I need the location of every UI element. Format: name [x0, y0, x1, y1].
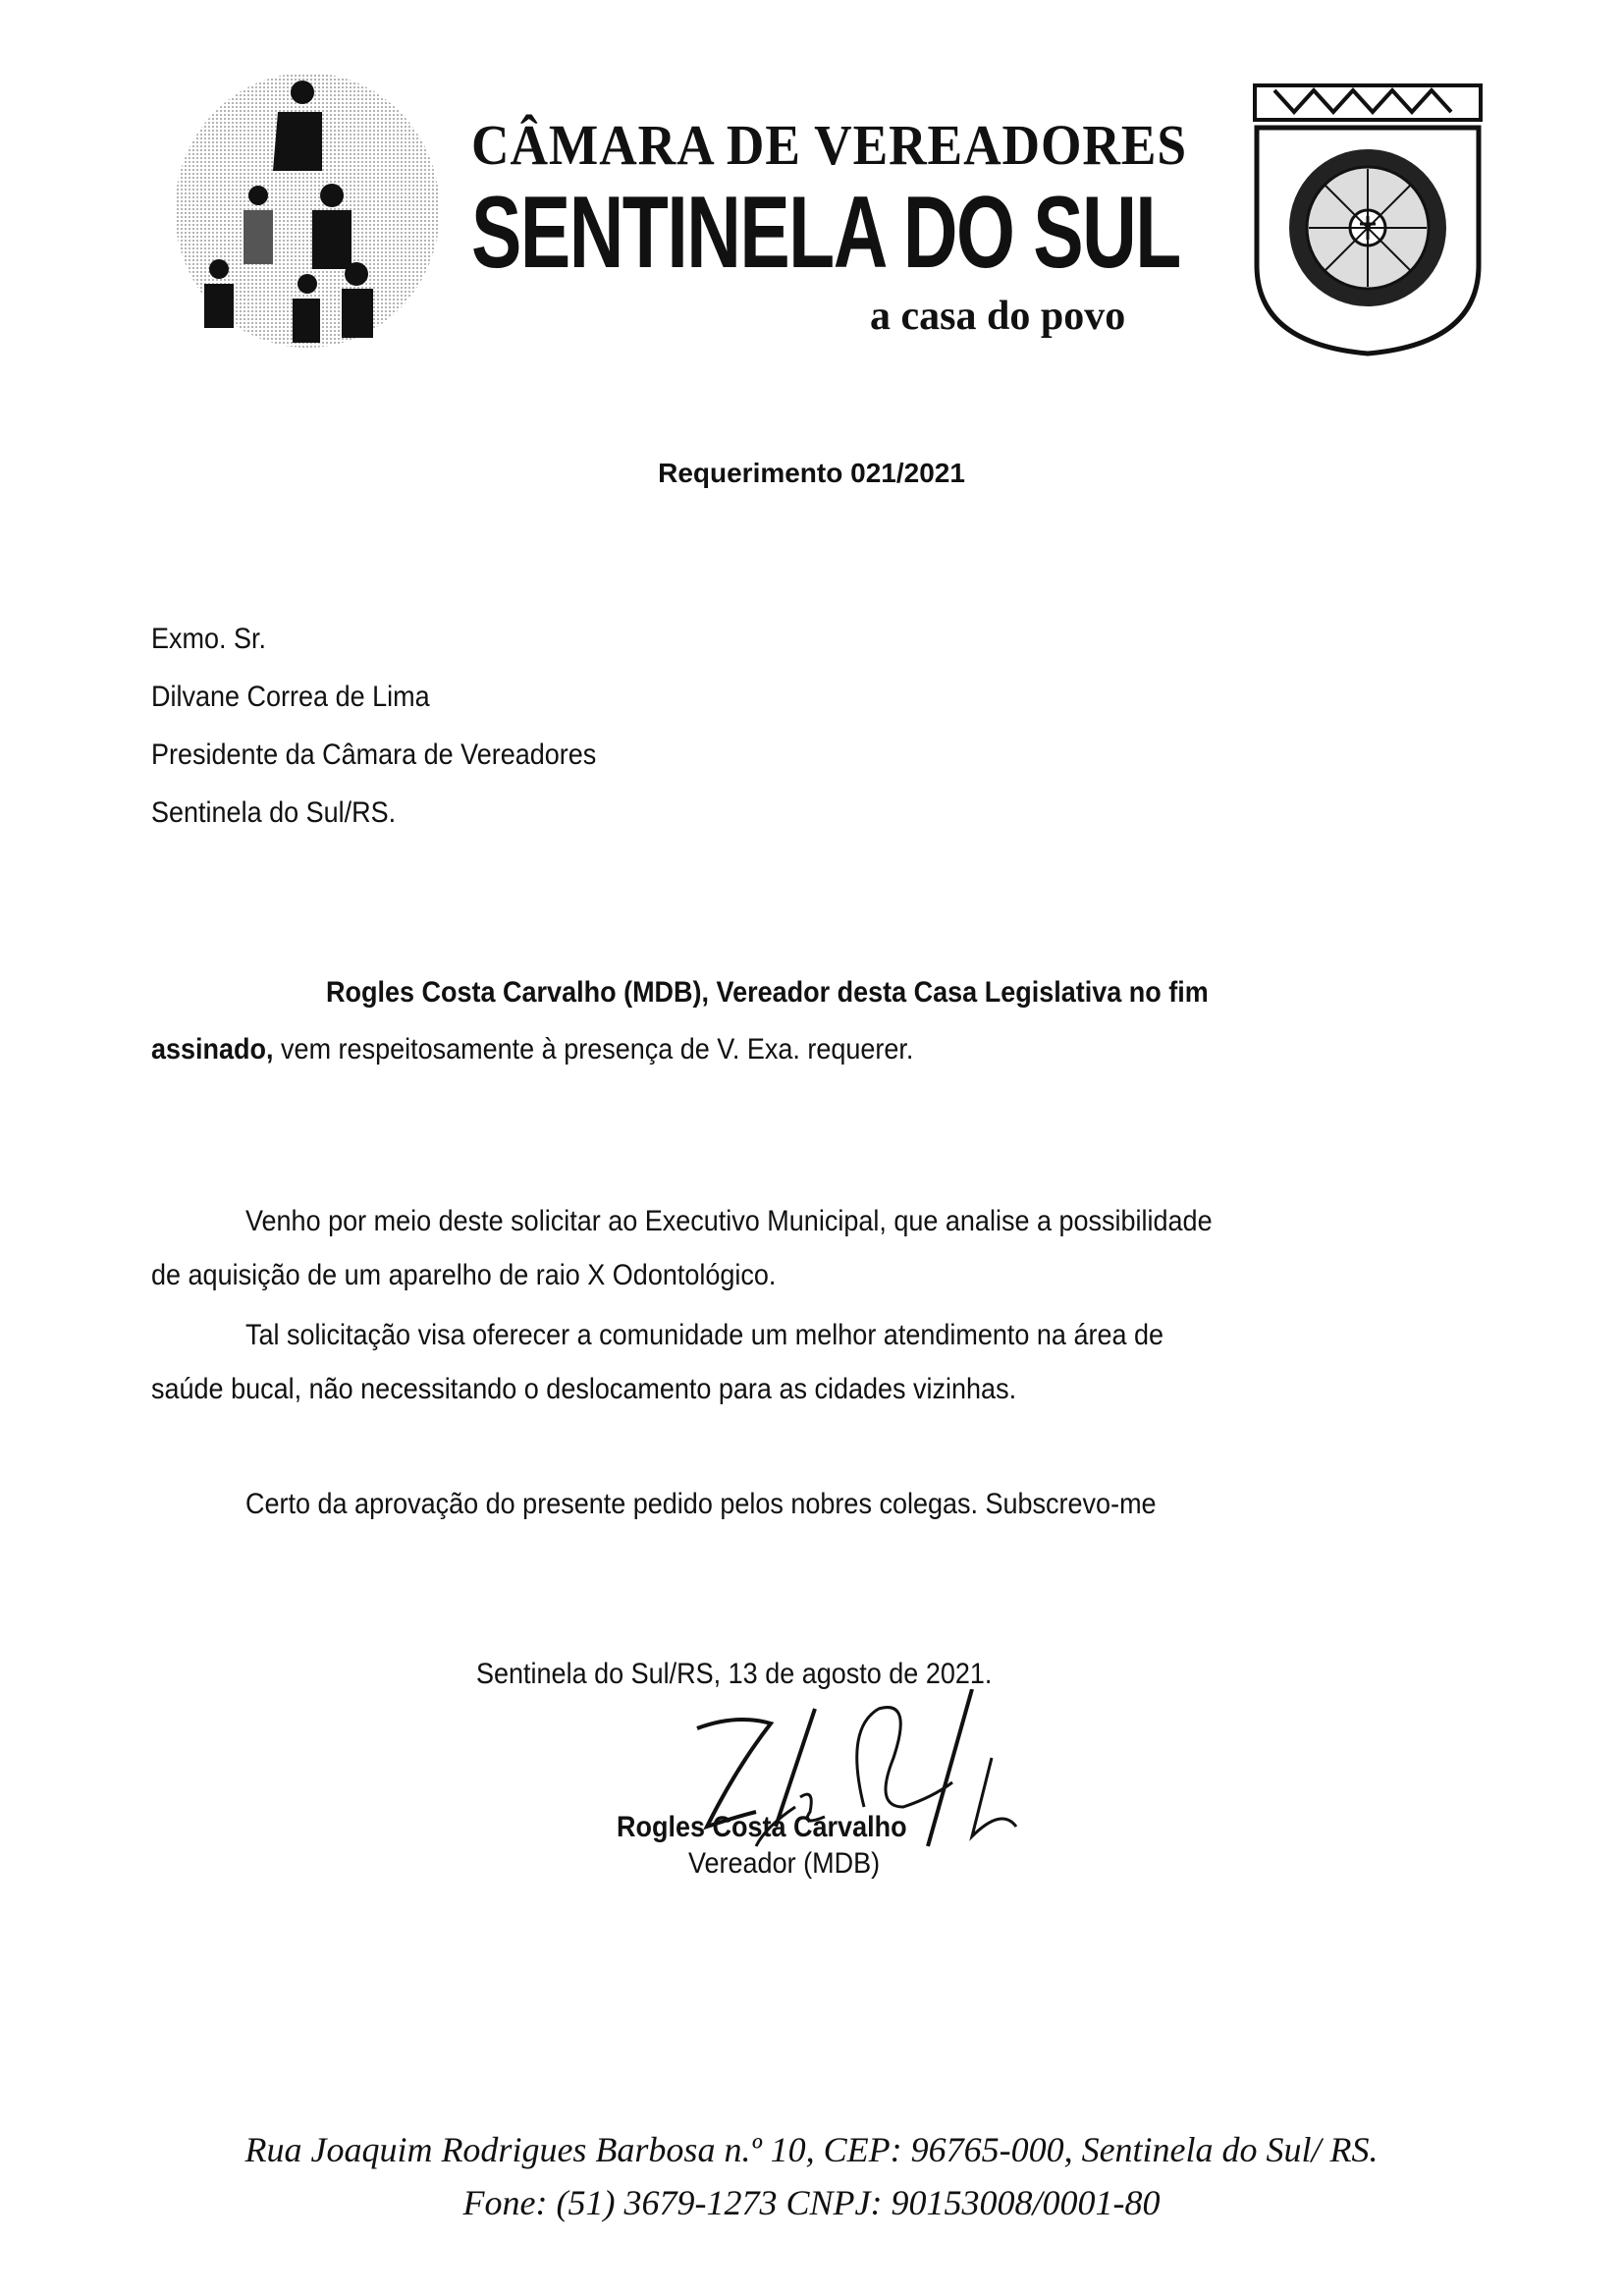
addressee-title: Presidente da Câmara de Vereadores [151, 738, 597, 771]
footer-address: Rua Joaquim Rodrigues Barbosa n.º 10, CEP: 96765-000, Sentinela do Sul/ RS. [244, 2130, 1379, 2169]
addressee-name: Dilvane Correa de Lima [151, 681, 430, 713]
addressee-location: Sentinela do Sul/RS. [151, 796, 397, 829]
header-slogan: a casa do povo [870, 294, 1126, 339]
signer-role: Vereador (MDB) [688, 1847, 881, 1880]
header-chamber-name: CÂMARA DE VEREADORES [471, 113, 1187, 177]
document-title: Requerimento 021/2021 [658, 458, 965, 488]
signer-name: Rogles Costa Carvalho [617, 1811, 907, 1843]
paragraph-1-line-2: de aquisição de um aparelho de raio X Odontológico. [151, 1259, 777, 1291]
footer-contact: Fone: (51) 3679-1273 CNPJ: 90153008/0001-80 [462, 2183, 1161, 2222]
paragraph-2-line-2: saúde bucal, não necessitando o deslocamento para as cidades vizinhas. [151, 1373, 1017, 1405]
people-group-icon [165, 63, 440, 348]
date-line: Sentinela do Sul/RS, 13 de agosto de 2021. [476, 1658, 993, 1690]
intro-bold: assinado, [151, 1033, 274, 1066]
header-municipality: SENTINELA DO SUL [471, 176, 1180, 290]
paragraph-2-line-1: Tal solicitação visa oferecer a comunidade um melhor atendimento na área de [245, 1319, 1164, 1351]
municipal-coat-of-arms-icon [1245, 81, 1490, 357]
intro-line-1: Rogles Costa Carvalho (MDB), Vereador desta Casa Legislativa no fim [326, 976, 1209, 1009]
intro-regular: vem respeitosamente à presença de V. Exa. requerer. [273, 1033, 914, 1066]
paragraph-3-line-1: Certo da aprovação do presente pedido pelos nobres colegas. Subscrevo-me [245, 1488, 1157, 1520]
intro-line-2 [151, 1033, 913, 1066]
addressee-salutation: Exmo. Sr. [151, 623, 267, 655]
paragraph-1-line-1: Venho por meio deste solicitar ao Executivo Municipal, que analise a possibilidade [245, 1205, 1213, 1237]
